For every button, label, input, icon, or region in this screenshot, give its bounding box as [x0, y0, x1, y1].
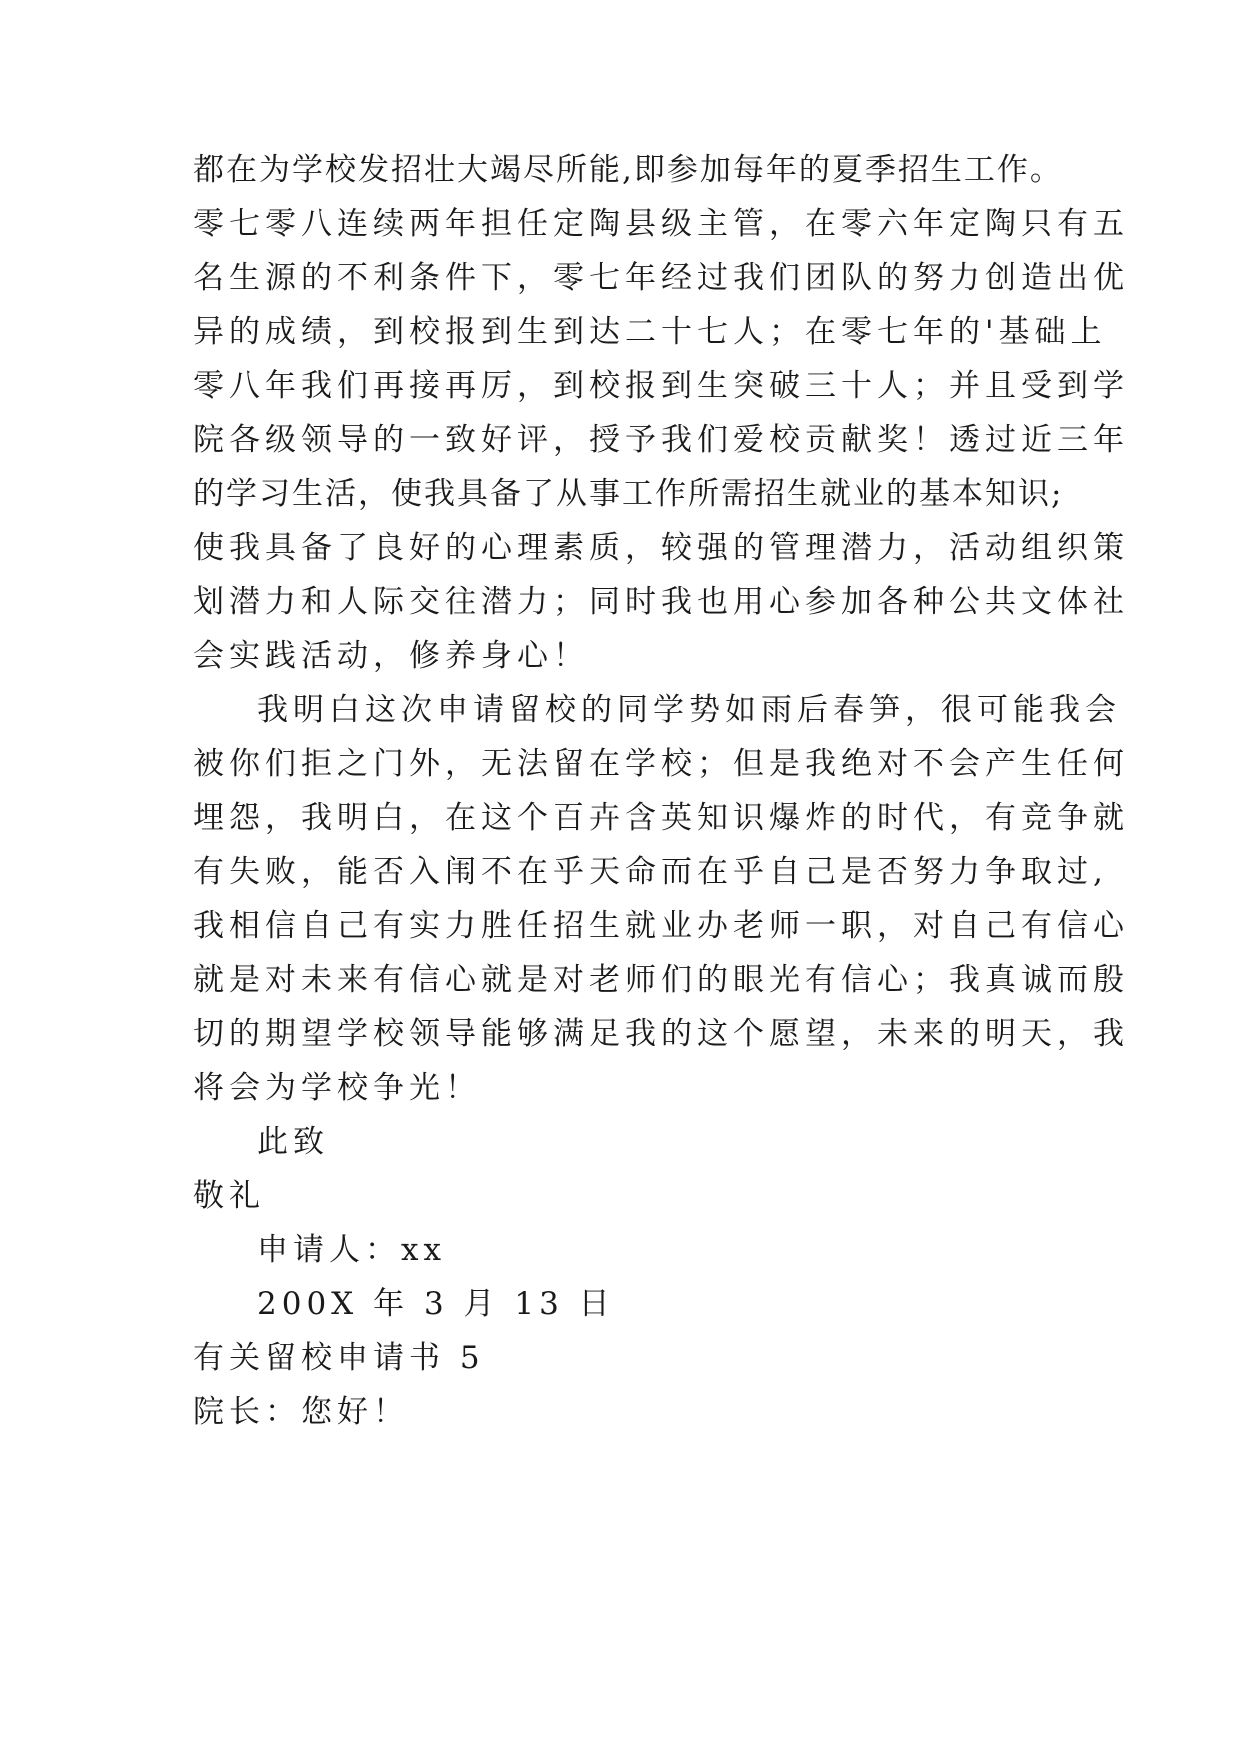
paragraph-line: 我相信自己有实力胜任招生就业办老师一职，对自己有信心 — [193, 908, 1129, 944]
paragraph-line: 都在为学校发招壮大竭尽所能,即参加每年的夏季招生工作。 — [193, 152, 1063, 188]
date-line: 200X 年 3 月 13 日 — [257, 1286, 615, 1322]
paragraph-line: 零七零八连续两年担任定陶县级主管，在零六年定陶只有五 — [193, 206, 1129, 242]
paragraph-line: 会实践活动，修养身心！ — [193, 638, 589, 674]
salute-line: 敬礼 — [193, 1178, 265, 1214]
paragraph-line: 有失败，能否入闱不在乎天命而在乎自己是否努力争取过, — [193, 854, 1108, 890]
paragraph-line: 使我具备了良好的心理素质，较强的管理潜力，活动组织策 — [193, 530, 1129, 566]
applicant-line: 申请人：xx — [257, 1232, 446, 1268]
paragraph-line: 将会为学校争光！ — [193, 1070, 481, 1106]
closing-line: 此致 — [257, 1124, 329, 1160]
paragraph-line: 院各级领导的一致好评，授予我们爱校贡献奖！透过近三年 — [193, 422, 1129, 458]
next-letter-title: 有关留校申请书 5 — [193, 1340, 485, 1376]
paragraph-line: 划潜力和人际交往潜力；同时我也用心参加各种公共文体社 — [193, 584, 1129, 620]
next-letter-greeting: 院长：您好！ — [193, 1394, 409, 1430]
paragraph-line: 就是对未来有信心就是对老师们的眼光有信心；我真诚而殷 — [193, 962, 1129, 998]
paragraph-line: 切的期望学校领导能够满足我的这个愿望，未来的明天，我 — [193, 1016, 1129, 1052]
paragraph-line: 被你们拒之门外，无法留在学校；但是我绝对不会产生任何 — [193, 746, 1129, 782]
paragraph-line: 零八年我们再接再厉，到校报到生突破三十人；并且受到学 — [193, 368, 1129, 404]
paragraph-line: 异的成绩，到校报到生到达二十七人；在零七年的'基础上 — [193, 314, 1107, 350]
paragraph-line: 名生源的不利条件下，零七年经过我们团队的努力创造出优 — [193, 260, 1129, 296]
paragraph-line: 埋怨，我明白，在这个百卉含英知识爆炸的时代，有竞争就 — [193, 800, 1129, 836]
paragraph-line: 我明白这次申请留校的同学势如雨后春笋，很可能我会 — [257, 692, 1121, 728]
paragraph-line: 的学习生活，使我具备了从事工作所需招生就业的基本知识; — [193, 476, 1064, 512]
